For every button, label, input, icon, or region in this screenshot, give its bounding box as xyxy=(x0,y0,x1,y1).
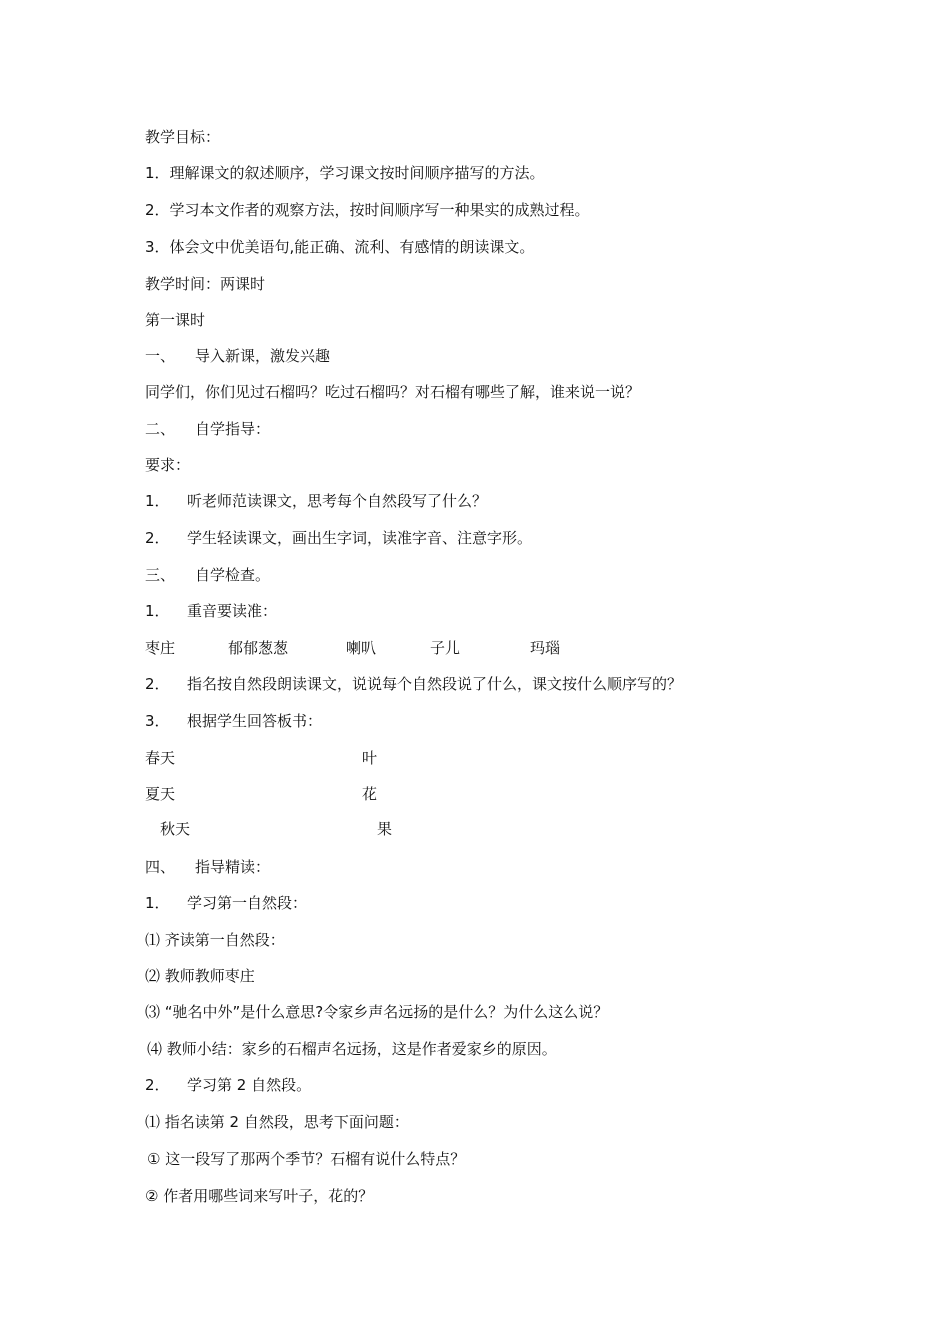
section-number: 二、 xyxy=(145,420,176,438)
section-title: 自学指导： xyxy=(195,420,271,438)
item-number: 1． xyxy=(145,894,170,912)
board-item: 叶 xyxy=(362,749,378,767)
section-number: 一、 xyxy=(145,347,176,365)
board-item: 花 xyxy=(362,785,378,803)
board-season: 秋天 xyxy=(160,820,191,838)
section-title: 自学检查。 xyxy=(195,566,271,584)
item-number: 2． xyxy=(145,529,170,547)
requirements-label: 要求： xyxy=(145,456,191,474)
goal-item-2: 2．学习本文作者的观察方法，按时间顺序写一种果实的成熟过程。 xyxy=(145,201,590,219)
vocab-word: 喇叭 xyxy=(346,639,377,657)
question-1: ① 这一段写了那两个季节？石榴有说什么特点？ xyxy=(147,1150,466,1168)
board-item: 果 xyxy=(377,820,393,838)
item-text: 重音要读准： xyxy=(187,602,278,620)
goal-item-1: 1．理解课文的叙述顺序，学习课文按时间顺序描写的方法。 xyxy=(145,164,545,182)
section-number: 四、 xyxy=(145,858,176,876)
sub-step-2: ⑵ 教师教师枣庄 xyxy=(145,967,255,985)
item-number: 2． xyxy=(145,675,170,693)
requirement-item-2 xyxy=(145,528,532,548)
intro-question: 同学们，你们见过石榴吗？吃过石榴吗？对石榴有哪些了解，谁来说一说？ xyxy=(145,383,641,401)
check-item-3 xyxy=(145,711,322,731)
item-text: 学习第 2 自然段。 xyxy=(187,1076,312,1094)
goal-item-3: 3．体会文中优美语句,能正确、流利、有感情的朗读课文。 xyxy=(145,238,535,256)
reading-item-1 xyxy=(145,893,307,913)
item-text: 根据学生回答板书： xyxy=(187,712,323,730)
vocab-word: 郁郁葱葱 xyxy=(228,639,289,657)
item-number: 3． xyxy=(145,712,170,730)
question-2: ② 作者用哪些词来写叶子，花的？ xyxy=(145,1187,374,1205)
item-number: 1． xyxy=(145,492,170,510)
item-text: 指名按自然段朗读课文，说说每个自然段说了什么，课文按什么顺序写的？ xyxy=(187,675,683,693)
item-text: 学习第一自然段： xyxy=(187,894,308,912)
sub-step-3: ⑶ “驰名中外”是什么意思?令家乡声名远扬的是什么？为什么这么说？ xyxy=(145,1003,609,1021)
section-two-heading xyxy=(145,419,270,439)
teaching-time: 教学时间：两课时 xyxy=(145,275,266,293)
vocab-word: 子儿 xyxy=(430,639,461,657)
heading-teaching-goals: 教学目标： xyxy=(145,128,221,146)
item-text: 听老师范读课文，思考每个自然段写了什么？ xyxy=(187,492,488,510)
vocab-word: 玛瑙 xyxy=(530,639,561,657)
lesson-one-heading: 第一课时 xyxy=(145,311,206,329)
requirement-item-1 xyxy=(145,491,487,511)
section-title: 导入新课，激发兴趣 xyxy=(195,347,331,365)
item-number: 2． xyxy=(145,1076,170,1094)
sub-step-1b: ⑴ 指名读第 2 自然段，思考下面问题： xyxy=(145,1113,409,1131)
item-text: 学生轻读课文，画出生字词，读准字音、注意字形。 xyxy=(187,529,533,547)
board-season: 夏天 xyxy=(145,785,176,803)
item-number: 1． xyxy=(145,602,170,620)
section-title: 指导精读： xyxy=(195,858,271,876)
section-four-heading xyxy=(145,857,270,877)
vocab-word: 枣庄 xyxy=(145,639,176,657)
sub-step-1: ⑴ 齐读第一自然段： xyxy=(145,931,285,949)
section-three-heading xyxy=(145,565,270,585)
section-number: 三、 xyxy=(145,566,176,584)
board-season: 春天 xyxy=(145,749,176,767)
reading-item-2 xyxy=(145,1075,311,1095)
section-one-heading xyxy=(145,346,330,366)
check-item-1 xyxy=(145,601,277,621)
sub-step-4: ⑷ 教师小结：家乡的石榴声名远扬，这是作者爱家乡的原因。 xyxy=(147,1040,557,1058)
check-item-2 xyxy=(145,674,682,694)
